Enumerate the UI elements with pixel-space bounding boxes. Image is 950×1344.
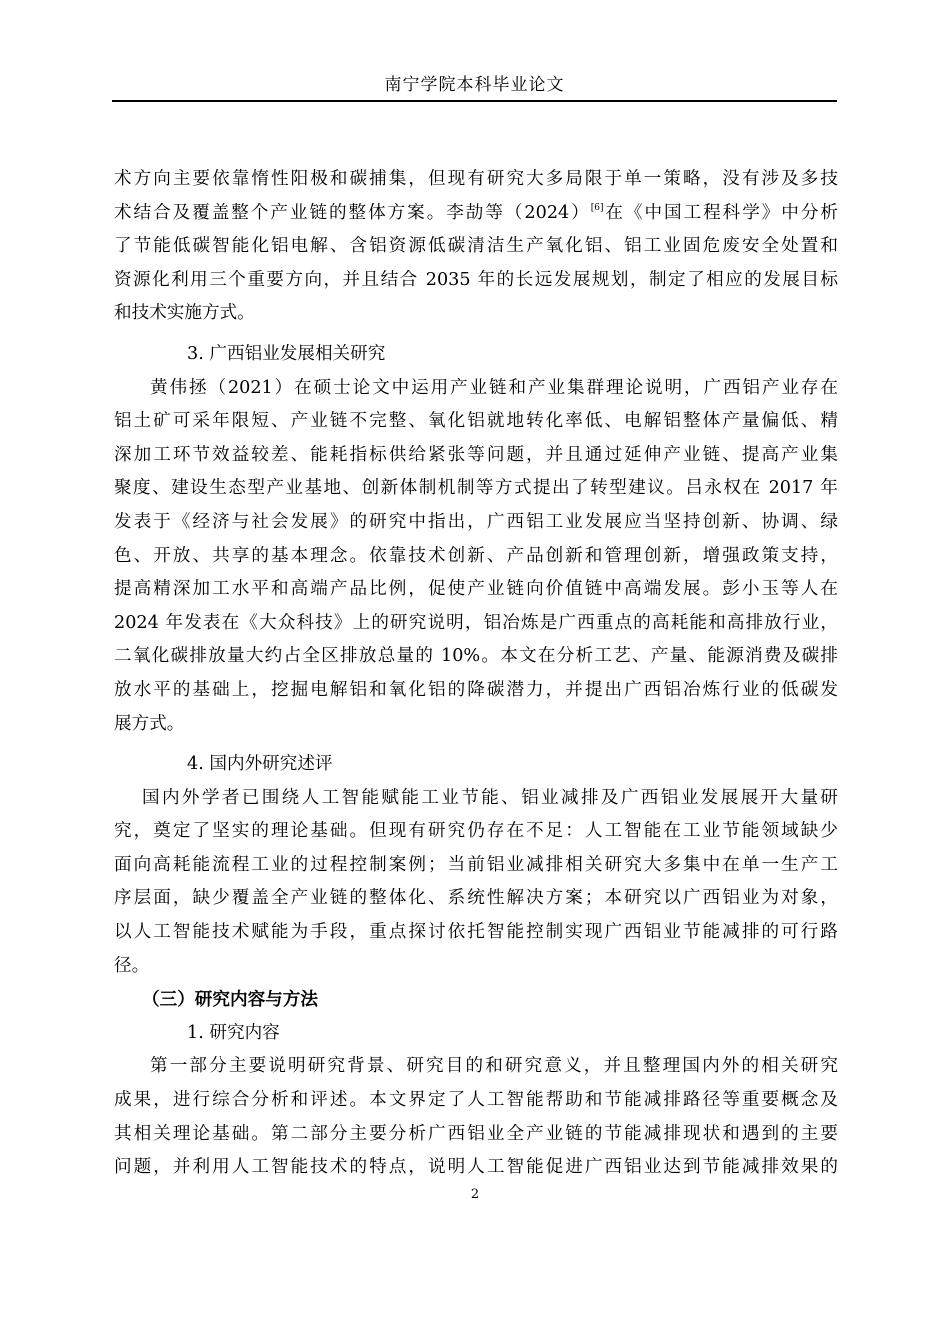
- text-line: 二氧化碳排放量大约占全区排放总量的 10%。本文在分析工艺、产量、能源消费及碳排: [114, 646, 838, 667]
- paragraph: [114, 163, 838, 331]
- section-heading-1: 1. 研究内容: [187, 1022, 280, 1043]
- page-body: [114, 163, 838, 1185]
- section-heading-4: 4. 国内外研究述评: [187, 754, 333, 775]
- text-line: 术方向主要依靠惰性阳极和碳捕集，但现有研究大多局限于单一策略，没有涉及多技: [114, 169, 838, 189]
- text-line: 色、开放、共享的基本理念。依靠技术创新、产品创新和管理创新，增强政策支持，: [114, 545, 838, 566]
- text-line: 黄伟拯（2021）在硕士论文中运用产业链和产业集群理论说明，广西铝产业存在: [150, 377, 838, 398]
- header-divider: [112, 100, 837, 102]
- text-line: 展方式。: [114, 713, 185, 734]
- text-line: 究，奠定了坚实的理论基础。但现有研究仍存在不足：人工智能在工业节能领域缺少: [114, 821, 838, 842]
- text-line: 以人工智能技术赋能为手段，重点探讨依托智能控制实现广西铝业节能减排的可行路: [114, 922, 838, 943]
- paragraph: [114, 372, 838, 742]
- text-line: [114, 197, 838, 231]
- text-span: 在《中国工程科学》中分析: [603, 202, 838, 223]
- text-line: 资源化利用三个重要方向，并且结合 2035 年的长远发展规划，制定了相应的发展目标: [114, 269, 838, 290]
- running-header: 南宁学院本科毕业论文: [384, 75, 565, 95]
- text-span: 术结合及覆盖整个产业链的整体方案。李劼等（2024）: [114, 202, 591, 223]
- text-line: 了节能低碳智能化铝电解、含铝资源低碳清洁生产氧化铝、铝工业固危废安全处置和: [114, 236, 838, 257]
- text-line: 成果，进行综合分析和评述。本文界定了人工智能帮助和节能减排路径等重要概念及: [114, 1090, 838, 1111]
- paragraph: [114, 1050, 838, 1184]
- section-heading-3: 3. 广西铝业发展相关研究: [187, 343, 386, 364]
- text-line: 和技术实施方式。: [114, 303, 255, 324]
- section-heading-research-content-methods: （三）研究内容与方法: [142, 989, 318, 1011]
- text-line: 第一部分主要说明研究背景、研究目的和研究意义，并且整理国内外的相关研究: [150, 1056, 838, 1077]
- text-line: 提高精深加工水平和高端产品比例，促使产业链向价值链中高端发展。彭小玉等人在: [114, 579, 838, 600]
- text-line: 问题，并利用人工智能技术的特点，说明人工智能促进广西铝业达到节能减排效果的: [114, 1157, 838, 1178]
- page-number: 2: [470, 1187, 480, 1202]
- text-line: 深加工环节效益较差、能耗指标供给紧张等问题，并且通过延伸产业链、提高产业集: [114, 444, 838, 465]
- text-line: 铝土矿可采年限短、产业链不完整、氧化铝就地转化率低、电解铝整体产量偏低、精: [114, 411, 838, 432]
- text-line: 径。: [114, 955, 150, 976]
- text-line: 发表于《经济与社会发展》的研究中指出，广西铝工业发展应当坚持创新、协调、绿: [114, 511, 838, 532]
- text-line: 放水平的基础上，挖掘电解铝和氧化铝的降碳潜力，并提出广西铝冶炼行业的低碳发: [114, 679, 838, 700]
- text-line: 其相关理论基础。第二部分主要分析广西铝业全产业链的节能减排现状和遇到的主要: [114, 1123, 838, 1144]
- text-line: 国内外学者已围绕人工智能赋能工业节能、铝业减排及广西铝业发展展开大量研: [142, 787, 838, 808]
- paragraph: [114, 782, 838, 984]
- text-line: 聚度、建设生态型产业基地、创新体制机制等方式提出了转型建议。吕永权在 2017 年: [114, 478, 838, 499]
- citation-marker: [6]: [590, 202, 604, 213]
- text-line: 面向高耗能流程工业的过程控制案例；当前铝业减排相关研究大多集中在单一生产工: [114, 854, 838, 875]
- text-line: 2024 年发表在《大众科技》上的研究说明，铝冶炼是广西重点的高耗能和高排放行业，: [114, 612, 838, 633]
- text-line: 序层面，缺少覆盖全产业链的整体化、系统性解决方案；本研究以广西铝业为对象，: [114, 888, 838, 909]
